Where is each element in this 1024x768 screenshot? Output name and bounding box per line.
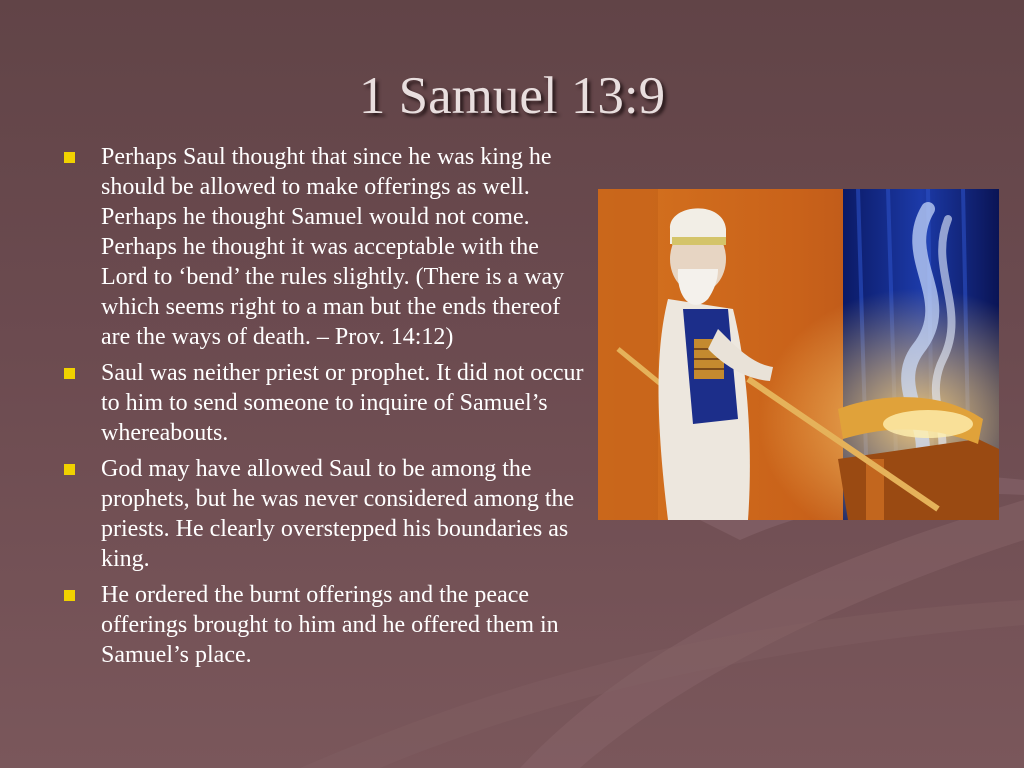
bullet-item xyxy=(60,580,585,670)
bullet-list xyxy=(60,142,585,676)
bullet-item xyxy=(60,454,585,574)
priest-offering-incense-illustration xyxy=(598,189,999,520)
bullet-item xyxy=(60,358,585,448)
bullet-text: Perhaps Saul thought that since he was king he should be allowed to make offerings as well. Perhaps he thought Samuel would not come. Perhaps he thought it was acceptable with the Lord to ‘bend’ the rules slightly. (There is a way which seems right to a man but the ends thereof are the ways of death. – Prov. 14:12) xyxy=(101,144,565,350)
square-bullet-icon xyxy=(64,152,75,163)
square-bullet-icon xyxy=(64,590,75,601)
bullet-text: God may have allowed Saul to be among the prophets, but he was never considered among the priests. He clearly overstepped his boundaries as king. xyxy=(101,456,575,572)
square-bullet-icon xyxy=(64,464,75,475)
bullet-text: Saul was neither priest or prophet. It did not occur to him to send someone to inquire of Samuel’s whereabouts. xyxy=(101,360,584,446)
bullet-text: He ordered the burnt offerings and the peace offerings brought to him and he offered them in Samuel’s place. xyxy=(101,582,559,668)
slide-title: 1 Samuel 13:9 xyxy=(358,67,666,125)
square-bullet-icon xyxy=(64,368,75,379)
bullet-item xyxy=(60,142,585,352)
